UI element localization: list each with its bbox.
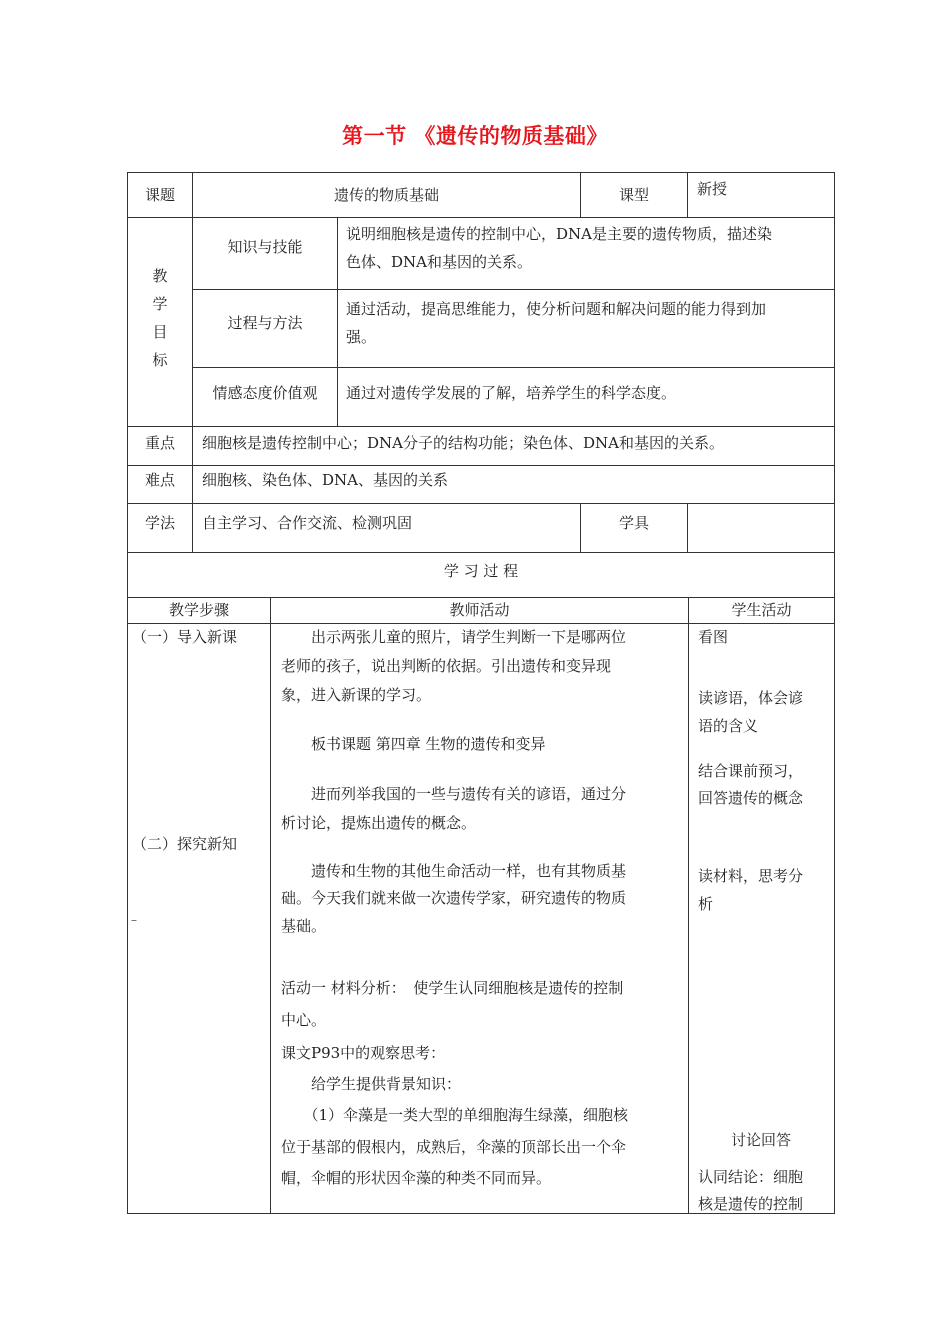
teacher-line: 基础。 xyxy=(281,917,327,935)
student-line: 回答遗传的概念 xyxy=(698,789,804,807)
goal-text-process xyxy=(346,295,826,351)
teacher-line: 活动一 材料分析： 使学生认同细胞核是遗传的控制 xyxy=(281,979,624,997)
teacher-line: 象，进入新课的学习。 xyxy=(281,686,432,704)
teacher-line: 析讨论，提炼出遗传的概念。 xyxy=(281,814,477,832)
type-label: 课型 xyxy=(618,186,649,204)
goals-label-char: 学 xyxy=(152,295,168,313)
goals-label-char: 教 xyxy=(152,267,168,285)
table-rule xyxy=(127,172,834,173)
table-rule xyxy=(687,172,688,218)
teacher-line: 础。今天我们就来做一次遗传学家，研究遗传的物质 xyxy=(281,889,627,907)
topic-label: 课题 xyxy=(144,186,175,204)
methods-text: 自主学习、合作交流、检测巩固 xyxy=(202,514,413,532)
table-rule xyxy=(192,289,834,290)
goal-label-attitude: 情感态度价值观 xyxy=(212,384,318,402)
column-student: 学生活动 xyxy=(731,601,792,619)
teacher-line: 遗传和生物的其他生命活动一样，也有其物质基 xyxy=(281,862,627,880)
goal-label-knowledge: 知识与技能 xyxy=(227,238,303,256)
column-teacher: 教师活动 xyxy=(449,601,510,619)
goal-label-process: 过程与方法 xyxy=(227,314,303,332)
student-line: 读谚语，体会谚 xyxy=(698,689,804,707)
student-line: 讨论回答 xyxy=(731,1131,792,1149)
process-heading: 学 习 过 程 xyxy=(443,562,519,580)
goal-text-line: 强。 xyxy=(346,328,377,346)
goals-label xyxy=(145,262,175,374)
teacher-line: 老师的孩子，说出判断的依据。引出遗传和变异现 xyxy=(281,657,612,675)
student-line: 看图 xyxy=(698,628,729,646)
goal-text-line: 色体、DNA和基因的关系。 xyxy=(346,253,532,271)
step-item: （一）导入新课 xyxy=(132,628,238,646)
student-line: 核是遗传的控制 xyxy=(698,1195,804,1213)
table-rule xyxy=(834,172,835,1214)
teacher-line: 进而列举我国的一些与遗传有关的谚语，通过分 xyxy=(281,785,627,803)
goals-label-char: 标 xyxy=(152,351,168,369)
student-line: 析 xyxy=(698,895,714,913)
table-rule xyxy=(127,172,128,1214)
teacher-line: 给学生提供背景知识： xyxy=(281,1075,462,1093)
teacher-line: 位于基部的假根内，成熟后，伞藻的顶部长出一个伞 xyxy=(281,1138,627,1156)
student-line: 读材料，思考分 xyxy=(698,867,804,885)
table-rule xyxy=(127,426,834,427)
step-item: （二）探究新知 xyxy=(132,835,238,853)
table-rule xyxy=(688,597,689,1214)
step-item: – xyxy=(131,913,137,927)
goal-text-knowledge xyxy=(346,220,826,276)
goal-text-line: 通过对遗传学发展的了解，培养学生的科学态度。 xyxy=(346,384,677,402)
table-rule xyxy=(192,172,193,553)
tools-label: 学具 xyxy=(618,514,649,532)
student-line: 结合课前预习， xyxy=(698,762,804,780)
goal-text-line: 说明细胞核是遗传的控制中心，DNA是主要的遗传物质，描述染 xyxy=(346,225,772,243)
teacher-line: 帽，伞帽的形状因伞藻的种类不同而异。 xyxy=(281,1169,552,1187)
student-line: 语的含义 xyxy=(698,717,759,735)
teacher-line: （1）伞藻是一类大型的单细胞海生绿藻，细胞核 xyxy=(281,1106,629,1124)
topic-value: 遗传的物质基础 xyxy=(333,186,439,204)
table-rule xyxy=(127,552,834,553)
goals-label-char: 目 xyxy=(152,323,168,341)
table-rule xyxy=(127,217,834,218)
teacher-line: 课文P93中的观察思考： xyxy=(281,1044,446,1062)
student-line: 认同结论：细胞 xyxy=(698,1168,804,1186)
goal-text-attitude xyxy=(346,379,826,407)
key-points-label: 重点 xyxy=(144,434,175,452)
page-title: 第一节 《遗传的物质基础》 xyxy=(342,124,608,148)
goal-text-line: 通过活动，提高思维能力，使分析问题和解决问题的能力得到加 xyxy=(346,300,767,318)
table-rule xyxy=(687,503,688,553)
teacher-line: 出示两张儿童的照片，请学生判断一下是哪两位 xyxy=(281,628,627,646)
key-points-text: 细胞核是遗传控制中心；DNA分子的结构功能；染色体、DNA和基因的关系。 xyxy=(202,434,724,452)
table-rule xyxy=(192,367,834,368)
column-steps: 教学步骤 xyxy=(168,601,229,619)
methods-label: 学法 xyxy=(144,514,175,532)
table-rule xyxy=(270,597,271,1214)
table-rule xyxy=(127,503,834,504)
teacher-line: 中心。 xyxy=(281,1011,327,1029)
type-value: 新授 xyxy=(697,180,728,198)
table-rule xyxy=(337,217,338,427)
difficulties-label: 难点 xyxy=(144,471,175,489)
difficulties-text: 细胞核、染色体、DNA、基因的关系 xyxy=(202,471,448,489)
teacher-line: 板书课题 第四章 生物的遗传和变异 xyxy=(281,735,546,753)
